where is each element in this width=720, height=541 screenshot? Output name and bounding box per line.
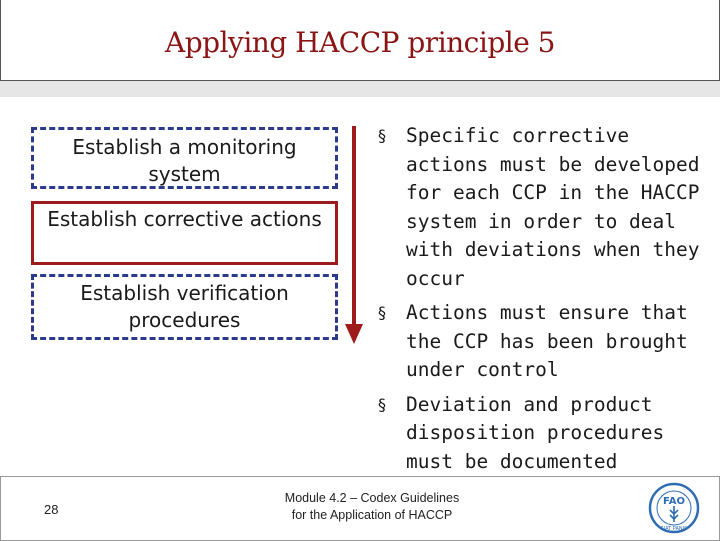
header-divider-band <box>0 81 720 97</box>
step-monitoring-box <box>31 127 338 189</box>
footer-module-line1: Module 4.2 – Codex Guidelines <box>284 491 460 505</box>
bullet-item <box>376 391 716 477</box>
fao-logo-icon <box>648 482 700 534</box>
slide-title: Applying HACCP principle 5 <box>165 26 555 59</box>
logo-text: FAO <box>663 496 685 507</box>
page-number: 28 <box>44 502 59 517</box>
step-verification-label: Establish verification procedures <box>80 281 289 332</box>
bullet-list <box>376 122 716 482</box>
footer-module-text <box>232 490 512 524</box>
step-corrective-actions-box <box>31 201 338 265</box>
bullet-text: Specific corrective actions must be developed for each CCP in the HACCP system in order to deal with deviations when they occur <box>406 124 700 290</box>
bullet-marker-icon: § <box>378 303 386 322</box>
step-monitoring-label: Establish a monitoring system <box>72 135 297 186</box>
down-arrow-icon <box>343 126 365 346</box>
bullet-item <box>376 299 716 385</box>
bullet-marker-icon: § <box>378 394 386 414</box>
bullet-text: Actions must ensure that the CCP has been brought under control <box>406 301 688 381</box>
logo-motto: FIAT PANIS <box>660 526 688 532</box>
bullet-text: Deviation and product disposition procedures must be documented <box>406 392 665 473</box>
footer-module-line2: for the Application of HACCP <box>291 508 453 522</box>
bullet-marker-icon: § <box>378 126 386 145</box>
step-corrective-actions-label: Establish corrective actions <box>47 207 322 231</box>
step-verification-box <box>31 274 338 340</box>
bullet-item <box>376 122 716 293</box>
